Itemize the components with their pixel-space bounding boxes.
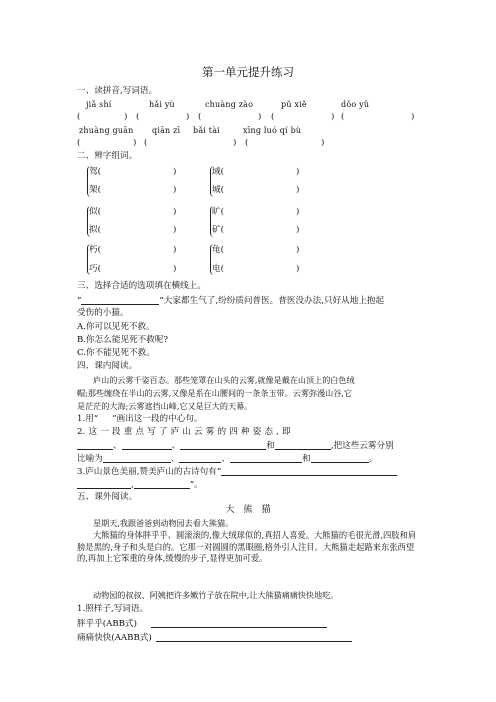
char-pair-5a[interactable]: 旷( [212, 207, 224, 217]
pinyin-8: bǎi tài [193, 126, 220, 135]
fill-blank-2[interactable] [122, 440, 172, 450]
article-paragraph-2: 大熊猫的身体胖乎乎、圆滚滚的,像大绒球似的,真招人喜爱。大熊猫的毛很光滑,四肢和肩膀是黑的,身子和头是白的。它那一对圆圆的黑眼圈,格外引人注目。大熊猫走起路来东张西望的,再加上它笨重的身体,缓慢的步子,显得更加可爱。 [77, 530, 417, 564]
section-3-question: “ ”大家都生气了,纷纷质问普医。普医没办法,只好从地上抱起 [77, 296, 385, 306]
char-pair-2b[interactable]: 拟( [89, 225, 101, 235]
pinyin-6: zhuàng guān [79, 126, 134, 135]
section-2-heading: 二、辨字组词。 [77, 151, 138, 161]
char-pair-5b[interactable]: 矿( [212, 225, 224, 235]
char-pair-3a[interactable]: 朽( [89, 245, 101, 255]
fill-blank-6[interactable] [179, 453, 221, 463]
answer-box-5[interactable]: ( [341, 112, 345, 122]
answer-line-abb[interactable] [151, 618, 327, 628]
fill-blank-7[interactable] [230, 453, 302, 463]
fill-blank-poem-1[interactable] [221, 466, 397, 476]
fill-blank-1[interactable] [77, 440, 113, 450]
pinyin-4: pǔ xiě [281, 100, 307, 109]
char-pair-6a[interactable]: 龟( [212, 245, 224, 255]
answer-box-1[interactable]: ( [77, 112, 81, 122]
q4-3: 3.庐山景色美丽,赞美庐山的古诗句有“ [77, 466, 397, 478]
fill-blank-5[interactable] [103, 453, 171, 463]
q4-2-line2: 比喻为 、 、 和 。 [77, 454, 378, 464]
option-a[interactable]: A.你可以见死不救。 [77, 322, 155, 332]
section-4-heading: 四、课内阅读。 [77, 361, 138, 371]
char-pair-4a[interactable]: 域( [212, 167, 224, 177]
answer-line-aabb[interactable] [156, 632, 352, 642]
option-b[interactable]: B.你怎么能见死不救呢? [77, 335, 168, 345]
section-3-heading: 三、选择合适的选项填在横线上。 [77, 281, 206, 291]
page-title: 第一单元提升练习 [202, 65, 294, 79]
char-pair-1b[interactable]: 架( [89, 185, 101, 195]
q4-3-line2: , ”。 [77, 479, 203, 491]
pinyin-9: xīnɡ luó qí bù [243, 126, 302, 135]
fill-blank-poem-2[interactable] [77, 479, 131, 489]
pinyin-2: hǎi yù [149, 100, 175, 109]
fill-blank-poem-3[interactable] [134, 479, 190, 489]
pinyin-7: qiān zī [152, 126, 181, 135]
pinyin-3: chuàng zào [205, 100, 254, 109]
char-pair-1a[interactable]: 驾( [89, 167, 101, 177]
q5-1-abb: 胖乎乎(ABB式) [77, 618, 327, 630]
fill-blank-8[interactable] [311, 453, 369, 463]
q4-2-blanks: 、 、 和 ,把这些云雾分别 [77, 440, 394, 452]
q4-2: 2. 这 一 段 重 点 写 了 庐 山 云 雾 的 四 种 姿 态 , 即 [77, 427, 291, 437]
char-pair-2a[interactable]: 似( [89, 207, 101, 217]
section-1-heading: 一、读拼音,写词语。 [77, 86, 158, 96]
article-paragraph-1: 星期天,我跟爸爸到动物园去看大熊猫。 [93, 518, 234, 528]
char-pair-6b[interactable]: 电( [212, 264, 224, 274]
answer-box-2[interactable]: ( [136, 112, 140, 122]
answer-box-8[interactable]: ( [245, 138, 249, 148]
passage-line-1: 庐山的云雾千姿百态。那些笼罩在山头的云雾,就像是戴在山顶上的白色绒 [93, 375, 355, 385]
worksheet-page: 第一单元提升练习 一、读拼音,写词语。 jiǎ shí hǎi yù chuàng zào pǔ xiě dǒo yǔ ( ) ( ) ( ) ( ) ( ) zhuàng guān qiān zī bǎi tài xīnɡ luó qí bù ( ) ( ) ( ) 二、辨字组词。 驾( ) 架( ) 似( ) 拟( ) 朽( ) 巧( ) 域( ) 城( ) 旷( ) 矿( ) 龟( ) 电( ) 三、选择合适的选项填在横线上。 “ ”大家都生气了,纷纷质问普医。普医没办法,只好从地上抱起 受伤的小猫。 A.你可以见死不救。 B.你怎么能见死不救呢? C.你不能见死不救。 四、课内阅读。 庐山的云雾千姿百态。那些笼罩在山头的云雾,就像是戴在山顶上的白色绒 帽;那些缠绕在半山的云雾,又像是系在山腰间的一条条玉带。云雾弥漫山谷,它 是茫茫的大海;云雾遮挡山峰,它又是巨大的天幕。 1.用“ ”画出这一段的中心句。 2. 这 一 段 重 点 写 了 庐 山 云 雾 的 四 种 姿 态 , 即 、 、 和 ,把这些云雾分别 比喻为 、 、 和 。 3.庐山景色美丽,赞美庐山的古诗句有“ , ”。 五、课外阅读。 大 熊 猫 星期天,我跟爸爸到动物园去看大熊猫。 大熊猫的身体胖乎乎、圆滚滚的,像大绒球似的,真招人喜爱。大熊猫的毛很光滑,四肢和肩膀是黑的,身子和头是白的。它那一对圆圆的黑眼圈,格外引人注目。大熊猫走起路来东张西望的,再加上它笨重的身体,缓慢的步子,显得更加可爱。 动物园的叔叔、阿姨把许多嫩竹子放在院中,让大熊猫痛痛快快地吃。 1.照样子,写词语。 胖乎乎(ABB式) 痛痛快快(AABB式) [0, 0, 496, 702]
q5-1-aabb: 痛痛快快(AABB式) [77, 632, 352, 644]
answer-box-7[interactable]: ( [144, 138, 148, 148]
answer-box-3[interactable]: ( [198, 112, 202, 122]
answer-box-4[interactable]: ( [271, 112, 275, 122]
article-title: 大 熊 猫 [225, 505, 271, 515]
pinyin-5: dǒo yǔ [341, 100, 370, 109]
passage-line-2: 帽;那些缠绕在半山的云雾,又像是系在山腰间的一条条玉带。云雾弥漫山谷,它 [77, 388, 352, 398]
char-pair-3b[interactable]: 巧( [89, 264, 101, 274]
char-pair-4b[interactable]: 城( [212, 185, 224, 195]
article-paragraph-3: 动物园的叔叔、阿姨把许多嫩竹子放在院中,让大熊猫痛痛快快地吃。 [93, 590, 339, 600]
answer-box-6[interactable]: ( [77, 138, 81, 148]
fill-blank-quote[interactable] [81, 295, 159, 305]
q5-1: 1.照样子,写词语。 [77, 604, 149, 614]
fill-blank-3[interactable] [180, 440, 266, 450]
option-c[interactable]: C.你不能见死不救。 [77, 348, 155, 358]
pinyin-1: jiǎ shí [86, 100, 112, 109]
q4-1: 1.用“ ”画出这一段的中心句。 [77, 414, 203, 424]
fill-blank-4[interactable] [275, 440, 331, 450]
section-5-heading: 五、课外阅读。 [77, 492, 138, 502]
passage-line-3: 是茫茫的大海;云雾遮挡山峰,它又是巨大的天幕。 [77, 401, 253, 411]
